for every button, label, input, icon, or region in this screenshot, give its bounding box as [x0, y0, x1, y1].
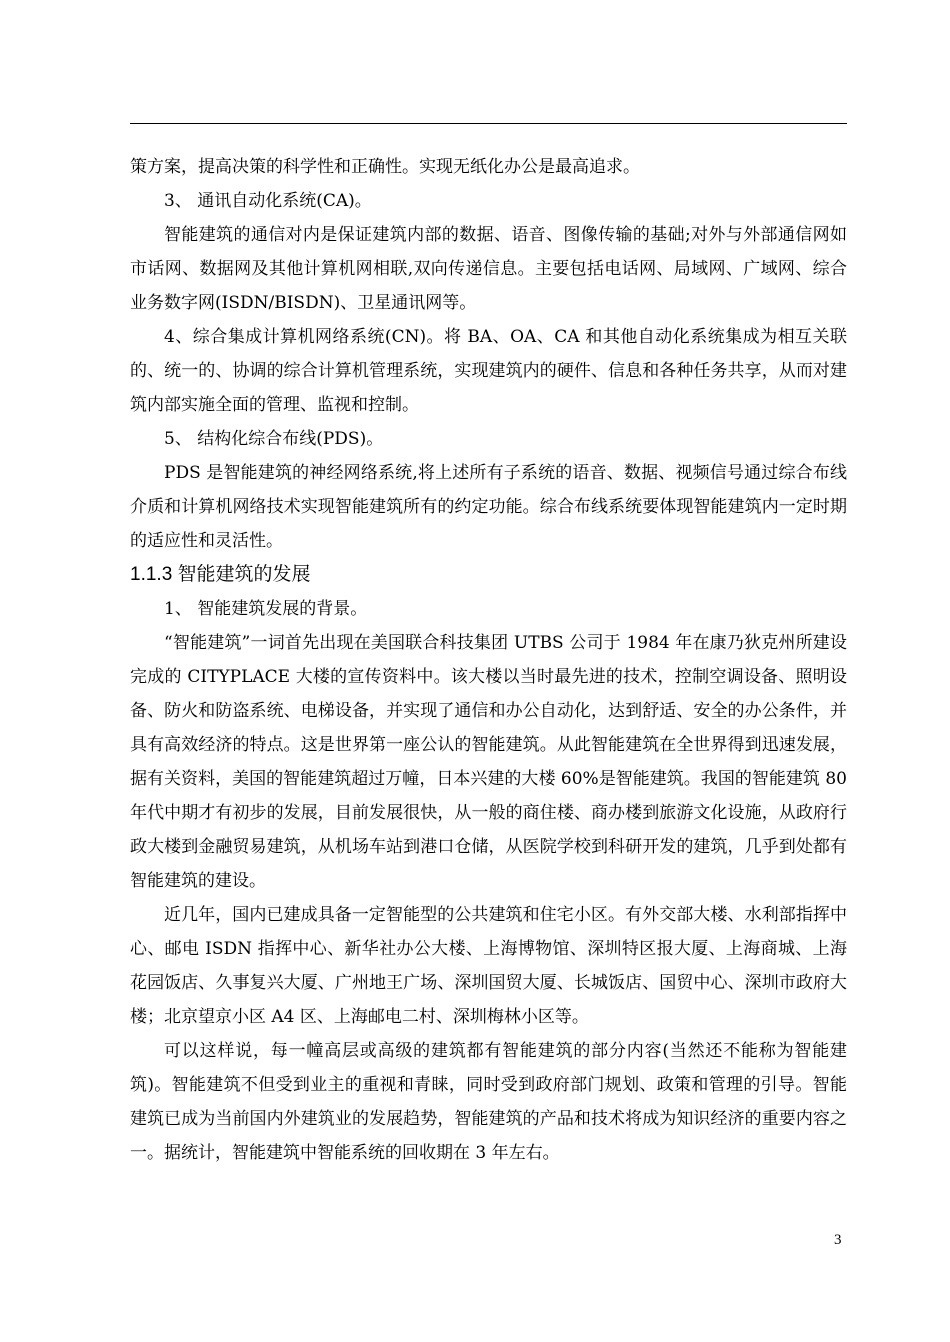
- item-background: 1、 智能建筑发展的背景。: [164, 599, 368, 619]
- header-rule: [130, 123, 847, 124]
- paragraph-pds: PDS 是智能建筑的神经网络系统,将上述所有子系统的语音、数据、视频信号通过综合布线介质和计算机网络技术实现智能建筑所有的约定功能。综合布线系统要体现智能建筑内一定时期的适应性和灵活性。: [130, 463, 847, 551]
- item-communication-automation: 3、 通讯自动化系统(CA)。: [164, 191, 372, 211]
- item-structured-cabling: 5、 结构化综合布线(PDS)。: [164, 429, 384, 449]
- paragraph-domestic-examples: 近几年，国内已建成具备一定智能型的公共建筑和住宅小区。有外交部大楼、水利部指挥中心、邮电 ISDN 指挥中心、新华社办公大楼、上海博物馆、深圳特区报大厦、上海商城、上海花园饭店、久事复兴大厦、广州地王广场、深圳国贸大厦、长城饭店、国贸中心、深圳市政府大楼；北京望京小区 A4 区、上海邮电二村、深圳梅林小区等。: [130, 905, 847, 1027]
- item-integrated-network: 4、综合集成计算机网络系统(CN)。将 BA、OA、CA 和其他自动化系统集成为相互关联的、统一的、协调的综合计算机管理系统，实现建筑内的硬件、信息和各种任务共享，从而对建筑内部实施全面的管理、监视和控制。: [130, 327, 847, 415]
- paragraph-continuation: 策方案，提高决策的科学性和正确性。实现无纸化办公是最高追求。: [130, 157, 640, 177]
- paragraph-history: “智能建筑”一词首先出现在美国联合科技集团 UTBS 公司于 1984 年在康乃狄克州所建设完成的 CITYPLACE 大楼的宣传资料中。该大楼以当时最先进的技术，控制空调设备、照明设备、防火和防盗系统、电梯设备，并实现了通信和办公自动化，达到舒适、安全的办公条件，并具有高效经济的特点。这是世界第一座公认的智能建筑。从此智能建筑在全世界得到迅速发展，据有关资料，美国的智能建筑超过万幢，日本兴建的大楼 60%是智能建筑。我国的智能建筑 80 年代中期才有初步的发展，目前发展很快，从一般的商住楼、商办楼到旅游文化设施，从政府行政大楼到金融贸易建筑，从机场车站到港口仓储，从医院学校到科研开发的建筑，几乎到处都有智能建筑的建设。: [130, 633, 847, 891]
- page-number: 3: [834, 1232, 842, 1248]
- section-heading: 1.1.3 智能建筑的发展: [130, 564, 311, 585]
- body-text: [130, 150, 847, 1170]
- paragraph-communication: 智能建筑的通信对内是保证建筑内部的数据、语音、图像传输的基础;对外与外部通信网如市话网、数据网及其他计算机网相联,双向传递信息。主要包括电话网、局域网、广域网、综合业务数字网(ISDN/BISDN)、卫星通讯网等。: [130, 225, 847, 313]
- paragraph-trend: 可以这样说，每一幢高层或高级的建筑都有智能建筑的部分内容(当然还不能称为智能建筑)。智能建筑不但受到业主的重视和青睐，同时受到政府部门规划、政策和管理的引导。智能建筑已成为当前国内外建筑业的发展趋势，智能建筑的产品和技术将成为知识经济的重要内容之一。据统计，智能建筑中智能系统的回收期在 3 年左右。: [130, 1041, 847, 1163]
